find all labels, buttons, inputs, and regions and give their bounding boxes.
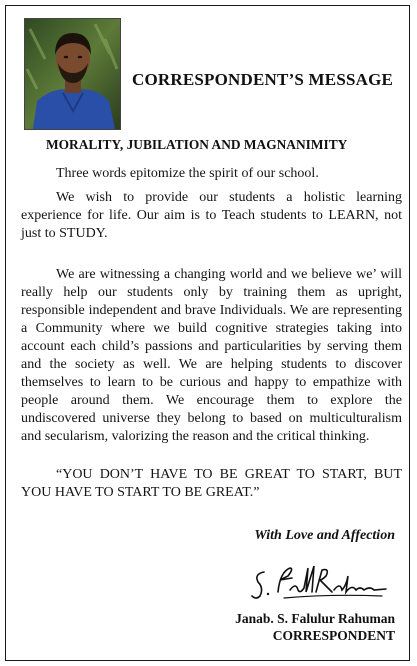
paragraph-3: We are witnessing a changing world and we believe we’ will really help our students only by training them as upright, responsible independent and brave Individuals. We are representing a Community where we build cognitive strategies taking into account each child’s passions and particularities by serving them and the society as well. We are helping students to discover themselves to learn to be curious and happy to empathize with people around them. We encourage them to explore the undiscovered universe they belong to based on multiculturalism and secularism, valorizing the reason and the critical thinking.	[21, 267, 402, 444]
handwritten-signature	[250, 562, 390, 604]
paragraph-1: Three words epitomize the spirit of our school.	[56, 166, 319, 181]
signatory-role: CORRESPONDENT	[272, 628, 395, 643]
message-subtitle: MORALITY, JUBILATION AND MAGNANIMITY	[46, 137, 348, 152]
page-title: CORRESPONDENT’S MESSAGE	[132, 70, 394, 89]
signatory-block	[235, 610, 395, 644]
correspondent-photo	[24, 18, 121, 130]
paragraph-2: We wish to provide our students a holistic learning experience for life. Our aim is to Teach students to LEARN, not just to STUDY.	[21, 190, 402, 241]
signatory-name: Janab. S. Falulur Rahuman	[235, 611, 395, 626]
message-frame	[5, 5, 410, 661]
quote-paragraph: “YOU DON’T HAVE TO BE GREAT TO START, BUT YOU HAVE TO START TO BE GREAT.”	[21, 467, 402, 500]
closing-line: With Love and Affection	[254, 528, 395, 543]
